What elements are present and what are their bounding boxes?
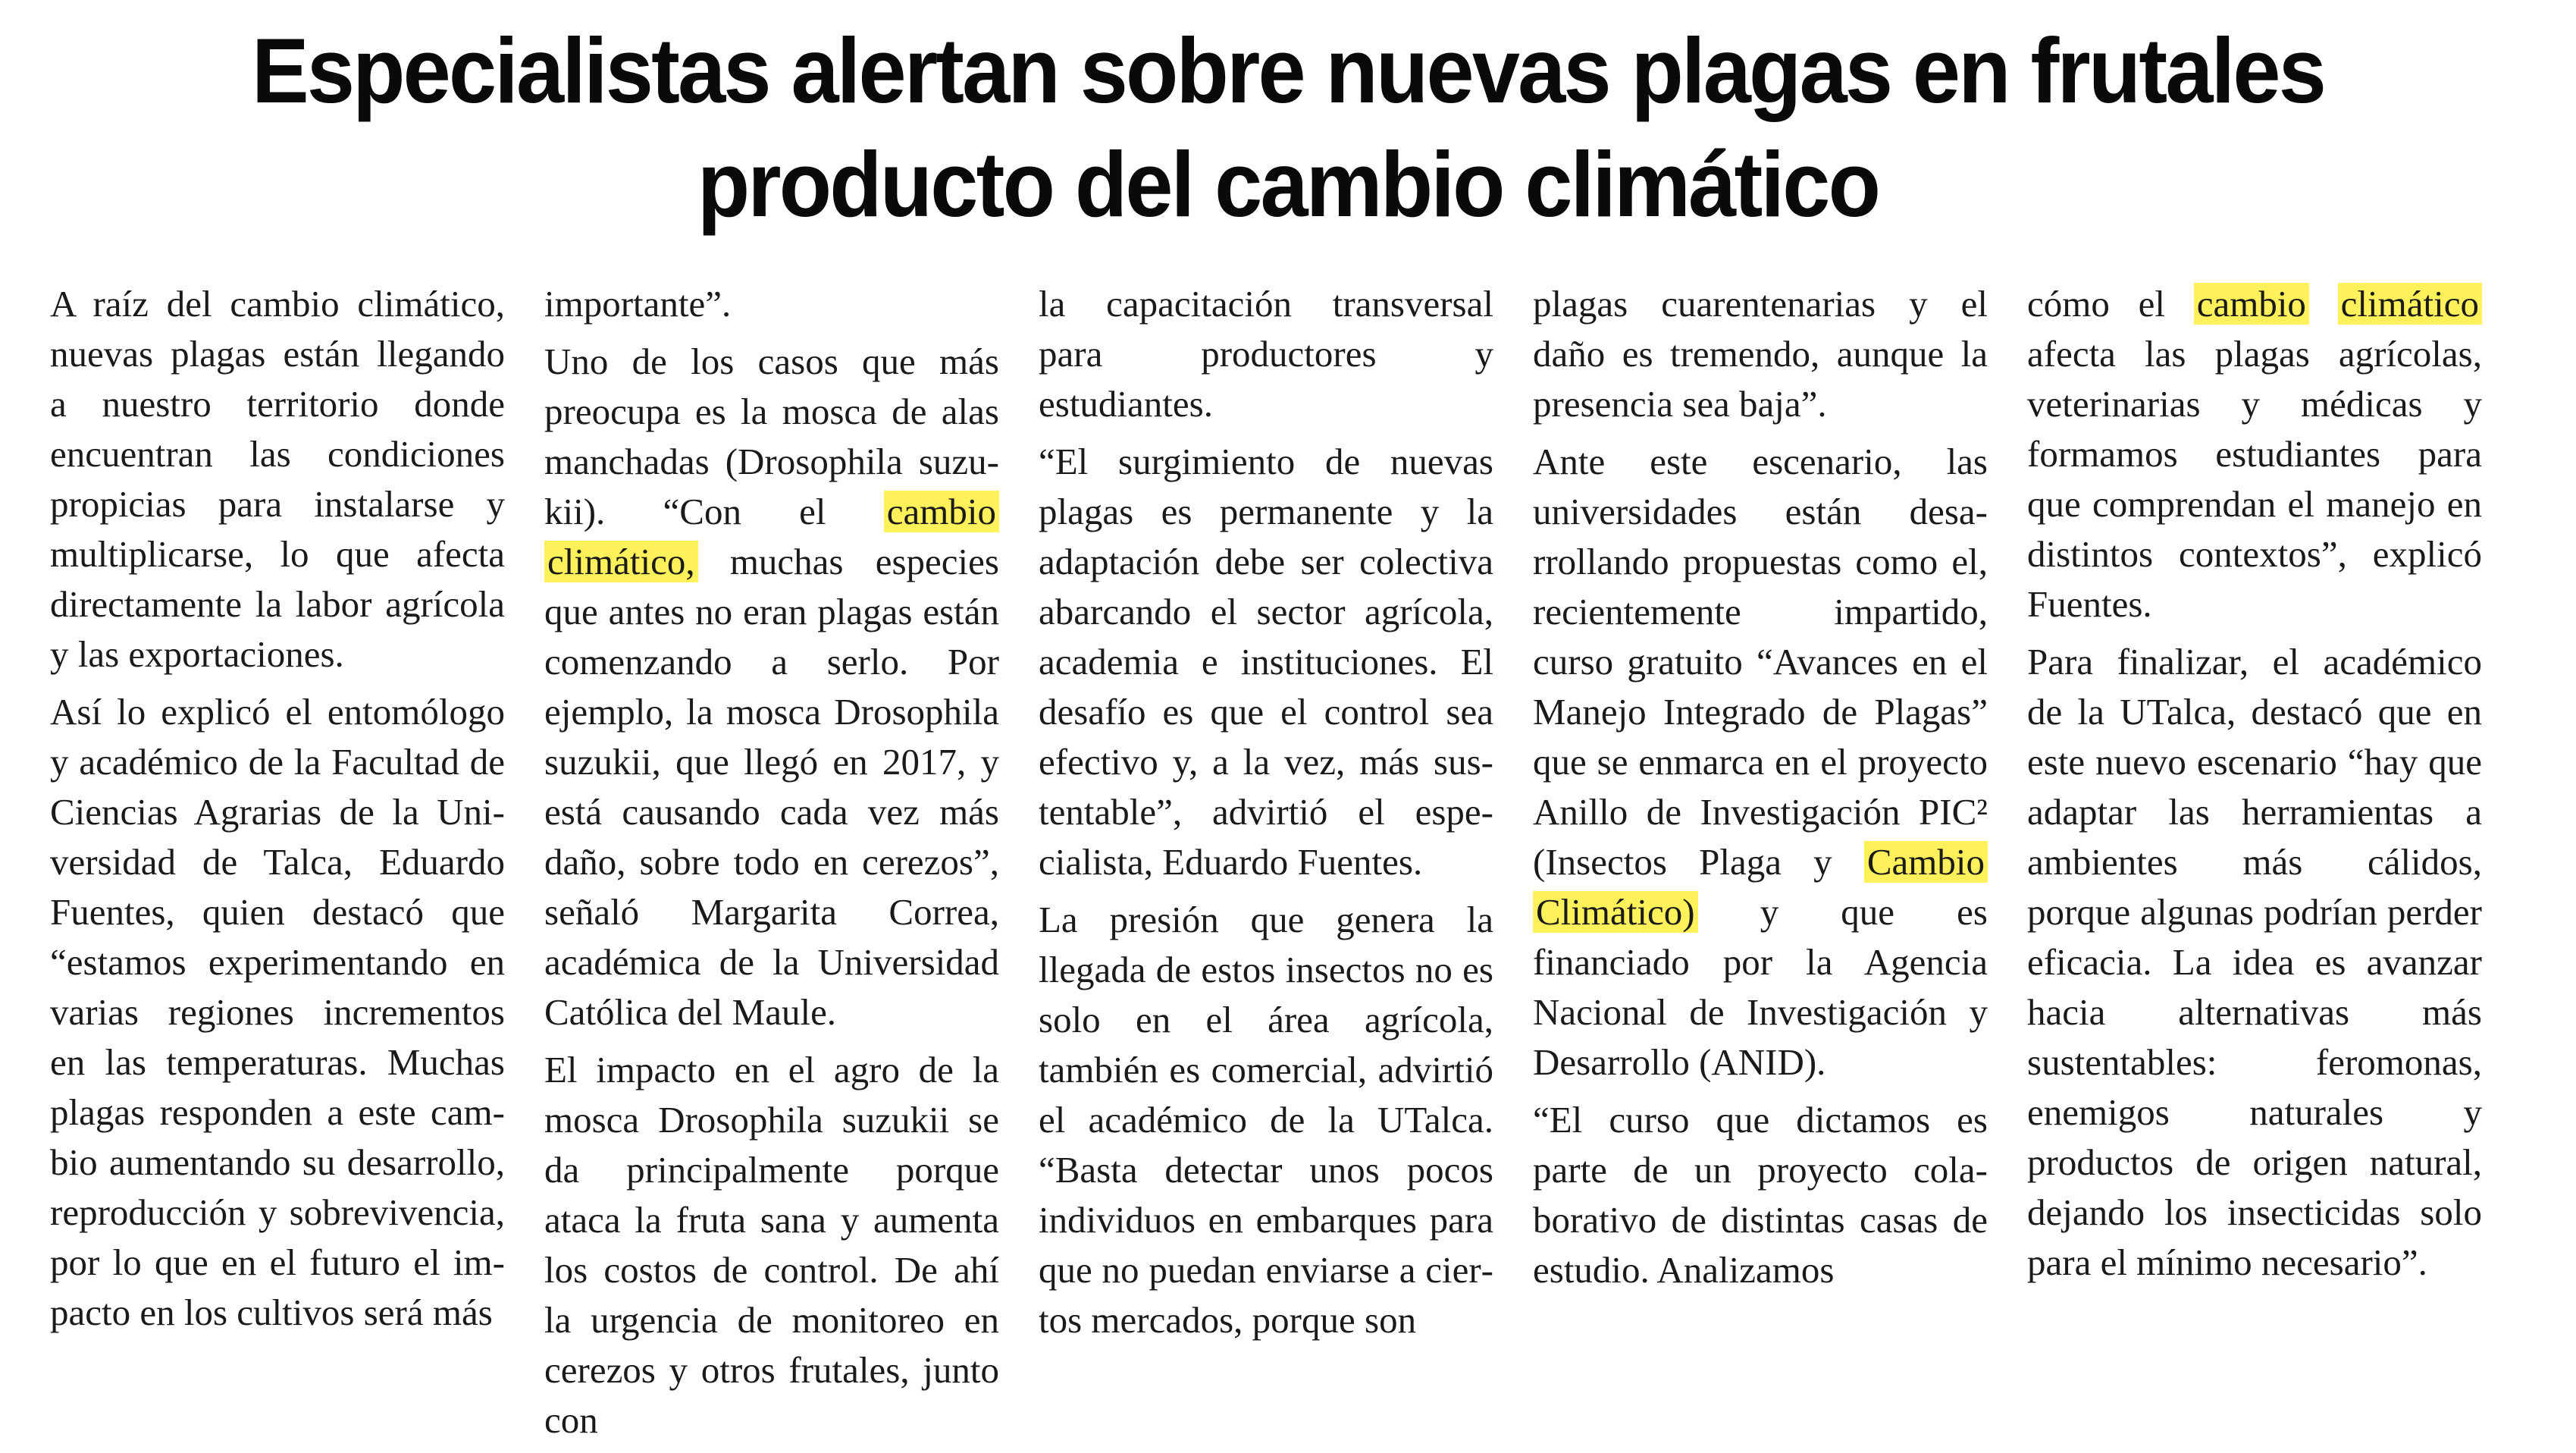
- paragraph-text: [2309, 283, 2338, 325]
- paragraph: [1039, 437, 1493, 887]
- paragraph: [544, 337, 999, 1037]
- article-column-4: [1533, 279, 1988, 1303]
- highlighted-keyword: Climático): [1533, 891, 1698, 933]
- paragraph-text: Ante este escenario, las universidades están desarrollando propuestas como el, recientemente impartido, curso gratuito “Avances en el Manejo Integrado de Plagas” que se enmarca en el proyecto Anillo de Investigación PIC² (Insectos Plaga y: [1533, 441, 1988, 883]
- paragraph: [1039, 279, 1493, 429]
- highlighted-keyword: climático,: [544, 541, 698, 582]
- paragraph-text: la capacitación transversal para productores y estudiantes.: [1039, 283, 1493, 425]
- paragraph-text: La presión que genera la llegada de estos insectos no es solo en el área agrícola, también es comercial, advirtió el académico de la UTalca. “Basta detectar unos pocos individuos en embarques para que no puedan enviarse a ciertos mercados, porque son: [1039, 899, 1493, 1341]
- paragraph: [544, 279, 999, 329]
- article-column-1: [50, 279, 505, 1345]
- paragraph-text: importante”.: [544, 283, 732, 325]
- article-column-3: [1039, 279, 1493, 1353]
- paragraph-text: “El surgimiento de nuevas plagas es permanente y la adaptación debe ser colectiva abarcando el sector agrícola, academia e instituciones. El desafío es que el control sea efectivo y, a la vez, más sustentable”, advirtió el especialista, Eduardo Fuentes.: [1039, 441, 1493, 883]
- article-column-5: [2027, 279, 2482, 1295]
- paragraph: [1533, 1095, 1988, 1295]
- paragraph: [1533, 279, 1988, 429]
- paragraph: [1039, 895, 1493, 1345]
- highlighted-keyword: climático: [2338, 283, 2482, 325]
- paragraph-text: Uno de los casos que más preocupa es la mosca de alas manchadas (Drosophila suzukii). “Con el: [544, 340, 999, 532]
- paragraph-text: cómo el: [2027, 283, 2194, 325]
- headline-line-2: producto del cambio climático: [697, 133, 1879, 236]
- highlighted-keyword: cambio: [884, 491, 999, 532]
- paragraph-text: plagas cuarentenarias y el daño es tremendo, aunque la presencia sea baja”.: [1533, 283, 1988, 425]
- headline-line-1: Especialistas alertan sobre nuevas plagas en frutales: [251, 19, 2325, 122]
- paragraph: [50, 279, 505, 679]
- paragraph-text: A raíz del cambio climático, nuevas plagas están llegando a nuestro territorio donde encuentran las condiciones propicias para instalarse y multiplicarse, lo que afecta directamente la labor agrícola y las exportaciones.: [50, 283, 505, 675]
- paragraph: [1533, 437, 1988, 1087]
- paragraph-text: Así lo explicó el entomólogo y académico de la Facultad de Ciencias Agrarias de la Universidad de Talca, Eduardo Fuentes, quien destacó que “estamos experimentando en varias regiones incrementos en las temperaturas. Muchas plagas responden a este cambio aumentando su desarrollo, reproducción y sobrevivencia, por lo que en el futuro el impacto en los cultivos será más: [50, 691, 505, 1333]
- paragraph-text: Para finalizar, el académico de la UTalca, destacó que en este nuevo escenario “hay que adaptar las herramientas a ambientes más cálidos, porque algunas podrían perder eficacia. La idea es avanzar hacia alternativas más sustentables: feromonas, enemigos naturales y productos de origen natural, dejando los insecticidas solo para el mínimo necesario”.: [2027, 641, 2482, 1283]
- paragraph-text: El impacto en el agro de la mosca Drosophila suzukii se da principalmente porque ataca la fruta sana y aumenta los costos de control. De ahí la urgencia de monitoreo en cerezos y otros frutales, junto con: [544, 1049, 999, 1441]
- paragraph-text: muchas especies que antes no eran plagas están comenzando a serlo. Por ejemplo, la mosca Drosophila suzukii, que llegó en 2017, y está causando cada vez más daño, sobre todo en cerezos”, señaló Margarita Correa, académica de la Universidad Católica del Maule.: [544, 541, 999, 1033]
- paragraph: [544, 1045, 999, 1445]
- article-column-2: [544, 279, 999, 1453]
- highlighted-keyword: Cambio: [1864, 841, 1988, 883]
- paragraph: [2027, 279, 2482, 629]
- paragraph: [2027, 637, 2482, 1288]
- headline: [90, 14, 2486, 241]
- highlighted-keyword: cambio: [2194, 283, 2309, 325]
- paragraph-text: y que es financiado por la Agencia Nacional de Investigación y Desarrollo (ANID).: [1533, 891, 1988, 1083]
- paragraph-text: afecta las plagas agrícolas, veterinarias y médicas y formamos estudiantes para que comprendan el manejo en distintos contextos”, explicó Fuentes.: [2027, 333, 2482, 625]
- paragraph: [50, 687, 505, 1338]
- paragraph-text: “El curso que dictamos es parte de un proyecto colaborativo de distintas casas de estudio. Analizamos: [1533, 1099, 1988, 1291]
